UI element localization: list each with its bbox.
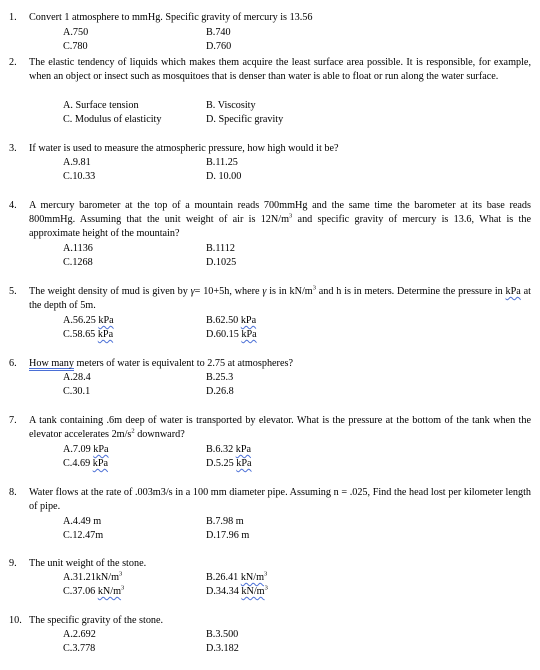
option-b: B.740 [206,27,231,38]
option-b: B.62.50 kPa [206,315,257,326]
question-number: 7. [9,415,17,426]
option-b: B.3.500 [206,629,239,640]
question-3 [9,142,531,182]
option-c: C.780 [63,41,88,52]
option-a: A.750 [63,27,89,38]
question-9 [9,557,531,597]
option-d: D.26.8 [206,386,234,397]
option-c: C.10.33 [63,171,96,182]
option-b: B.25.3 [206,372,234,383]
question-number: 10. [9,615,22,626]
question-text [9,56,531,84]
option-c: C.3.778 [63,643,96,654]
question-text [9,614,531,628]
question-7 [9,414,531,469]
option-a: A.28.4 [63,372,91,383]
question-text [9,142,531,156]
option-d: D.1025 [206,257,237,268]
option-a: $A.31.21kN/m^3$ [63,570,123,583]
option-b: B.1112 [206,243,235,254]
option-c: C.4.69 kPa [63,458,108,469]
option-c: C.12.47m [63,530,104,541]
question-6 [9,357,531,397]
option-b: B. Viscosity [206,100,256,111]
question-stem: The unit weight of the stone. [29,558,147,569]
option-d: D. 10.00 [206,171,242,182]
question-text [9,285,531,313]
option-d: D.34.34 $kN/m^3$ [206,584,268,597]
question-number: 9. [9,558,17,569]
option-a: A.56.25 kPa [63,315,114,326]
question-4 [9,199,531,268]
question-number: 5. [9,286,17,297]
option-c: C.37.06 $kN/m^3$ [63,584,125,597]
question-text [9,357,531,371]
question-stem: A tank containing .6m deep of water is transported by elevator. What is the pressure at the bottom of the tank when the elevator accelerates $2m/s^2$ downward? [29,415,531,440]
question-stem: The elastic tendency of liquids which makes them acquire the least surface area possible. It is responsible, for example, when an object or insect such as mosquitoes that is denser than water is able to float or run along the water surface. [29,57,531,82]
question-text [9,11,531,25]
option-d: D.5.25 kPa [206,458,252,469]
option-d: D.17.96 m [206,530,250,541]
option-c: C.30.1 [63,386,91,397]
option-c: C.58.65 kPa [63,329,114,340]
option-d: D.60.15 kPa [206,329,257,340]
question-stem: A mercury barometer at the top of a mountain reads 700mmHg and the same time the barometer at its base reads 800mmHg. Assuming that the unit weight of air is $12N/m^3$ and specific gravity of mercury is 13.6, What is the approximate height of the mountain? [29,200,531,239]
question-text [9,414,531,442]
option-b: B.26.41 $kN/m^3$ [206,570,268,583]
option-b: B.6.32 kPa [206,444,251,455]
option-a: A.2.692 [63,629,96,640]
option-b: B.7.98 m [206,516,244,527]
question-5 [9,284,531,340]
question-stem: Convert 1 atmosphere to mmHg. Specific gravity of mercury is 13.56 [29,12,313,23]
question-1 [9,11,531,52]
question-2 [9,56,531,125]
question-number: 6. [9,358,17,369]
question-number: 2. [9,57,17,68]
option-a: A.9.81 [63,157,91,168]
option-a: A. Surface tension [63,100,139,111]
question-stem: The weight density of mud is given by γ= 10+5h, where γ is in $kN/m^3$ and h is in meters. Determine the pressure in kPa at the depth of 5m. [29,284,531,311]
question-stem: The specific gravity of the stone. [29,615,164,626]
option-d: D. Specific gravity [206,114,284,125]
question-number: 1. [9,12,17,23]
question-10 [9,614,531,654]
question-text [9,199,531,241]
question-8 [9,486,531,541]
question-stem: If water is used to measure the atmospheric pressure, how high would it be? [29,143,339,154]
question-stem: Water flows at the rate of .003m3/s in a 100 mm diameter pipe. Assuming n = .025, Find the head lost per kilometer length of pipe. [29,487,531,512]
option-a: A.4.49 m [63,516,102,527]
option-c: C. Modulus of elasticity [63,114,162,125]
question-number: 8. [9,487,17,498]
question-text [9,557,531,571]
question-number: 3. [9,143,17,154]
question-text [9,486,531,514]
option-c: C.1268 [63,257,93,268]
question-number: 4. [9,200,17,211]
option-b: B.11.25 [206,157,238,168]
option-a: A.7.09 kPa [63,444,109,455]
question-stem: How many meters of water is equivalent to 2.75 at atmospheres? [29,358,293,369]
option-a: A.1136 [63,243,93,254]
option-d: D.760 [206,41,232,52]
option-d: D.3.182 [206,643,239,654]
